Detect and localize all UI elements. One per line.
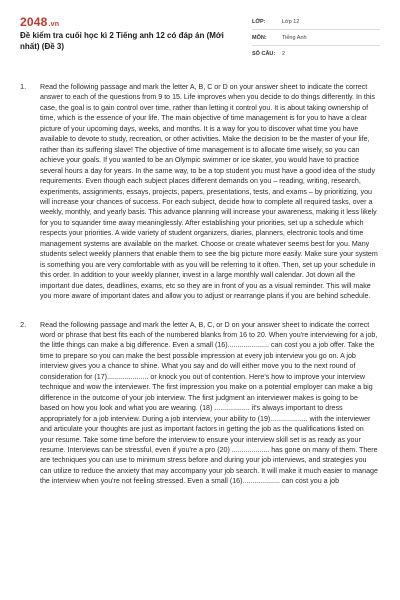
meta-value: Lớp 12: [282, 18, 300, 25]
document-body: [0, 68, 400, 487]
meta-row-count: [252, 46, 380, 61]
meta-key: MÔN:: [252, 34, 267, 41]
meta-key: LỚP:: [252, 18, 266, 25]
document-header: [0, 0, 400, 68]
question-text: Read the following passage and mark the letter A, B, C or D on your answer sheet to indicate the correct answer to each of the questions from 9 to 15. Life improves when you decide to do things differently. In this case, the goal is to gain control over time, rather than letting it control you. It is about taking ownership of time, which is the essence of your life. The main objective of time management is for you to have a clear picture of your upcoming days, weeks, and months. It is a way for you to discover what time you have available to devote to study, recreation, or other activities. Make the decision to be the master of your life, rather than its suffering slave! The objective of time management is to allocate time wisely, so you can achieve your goals. If you wanted to be an Olympic swimmer or ice skater, you would have to practice several hours a day for years. In the same way, to be a top student you must have a good idea of the study requirements. Even though each subject places different demands on you – reading, writing, research, experiments, assignments, essays, projects, papers, presentations, tests, and exams – by prioritizing, you will increase your chances of success. For each subject, decide how to complete all required tasks, over a weekly, monthly, and yearly basis. This advance planning will increase your awareness, making it less likely for you to squander time away meaninglessly. After establishing your priorities, set up a schedule which respects your priorities. A wide variety of student organizers, diaries, planners, electronic tools and time management systems are available on the market. Choose or create whatever seems best for you. Many students select weekly planners that enable them to see the big picture more easily. Make sure your system is something you are very comfortable with as you will be referring to it often. Then, set up your schedule in this order. In addition to your weekly planner, invest in a large monthly wall calendar. Jot down all the important due dates, deadlines, exams, etc so they are in front of you as a visual reminder. This will make you more aware of important dates and allow you to adjust or rearrange plans if you are behind schedule.: [40, 83, 378, 301]
logo-suffix: .vn: [48, 21, 60, 28]
meta-value: 2: [282, 50, 286, 57]
document-title: Đề kiểm tra cuối học kì 2 Tiếng anh 12 có đáp án (Mới nhất) (Đề 3): [20, 31, 224, 51]
meta-row-class: [252, 14, 380, 29]
document-meta: [252, 14, 380, 61]
meta-key: SỐ CÂU:: [252, 50, 276, 57]
question-number: 2.: [20, 319, 27, 329]
question-item: [0, 82, 400, 302]
meta-value: Tiếng Anh: [282, 34, 307, 41]
question-number: 1.: [20, 82, 27, 91]
meta-row-subject: [252, 30, 380, 45]
question-text: Read the following passage and mark the letter A, B, C, or D on your answer sheet to indicate the correct word or phrase that best fits each of the numbered blanks from 16 to 20. When you're interviewing for a job, the little things can make a big difference. Even a small (16)..................... can cost you a job offer. Take the time to prepare so you can make the best possible impression at every job interview you go on. A job interview gives you a chance to shine. What you say and do will either move you to the next round of consideration for (17)..................... or knock you out of contention. Here's how to improve your interview technique and wow the interviewer. The first impression you make on a potential employer can make a big difference in the outcome of your job interview. The first judgment an interviewer makes is going to be based on how you look and what you are wearing. (18) .................. it's always important to dress appropriately for a job interview. During a job interview, your ability to (19)................... with the interviewer and articulate your thoughts are just as important factors in getting the job as the qualifications listed on your resume. Take some time before the interview to ensure your interview skill set is as ready as your resume. Interviews can be stressful, even if you're a pro (20) ................... has gone on many of them. There are techniques you can use to minimum stress before and during your job interviews, and strategies you can utilize to reduce the anxiety that may accompany your job search. It will make it much easier to manage the interview when you're not feeling stressed. Even a small (16)................... can cost you a job: [40, 320, 378, 486]
question-item: [0, 320, 400, 487]
site-logo[interactable]: [20, 15, 59, 29]
logo-text: 2048: [20, 15, 48, 29]
